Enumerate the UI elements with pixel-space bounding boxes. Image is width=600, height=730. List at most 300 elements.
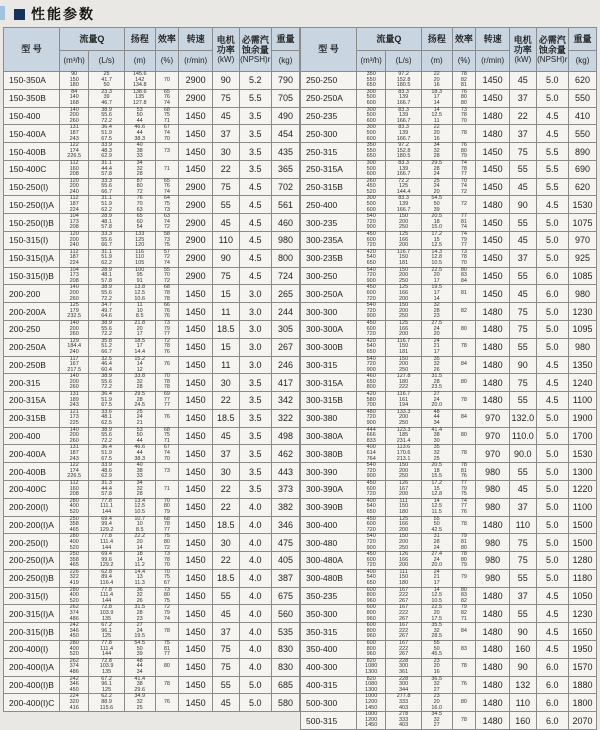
model-cell: 200-315 bbox=[4, 374, 60, 392]
weight-cell: 890 bbox=[568, 143, 596, 161]
col-weight: 重量 bbox=[271, 28, 299, 51]
model-cell: 150-250(I)A bbox=[4, 196, 60, 214]
eff-cell: 76 80 80 bbox=[452, 89, 476, 107]
flow-ls-cell: 277.8 333 403 bbox=[386, 694, 421, 712]
flow-ls-cell: 31.1 51.9 62.2 bbox=[89, 249, 124, 267]
power-cell: 90 bbox=[510, 356, 537, 374]
eff-cell: 78 82 81 bbox=[452, 72, 476, 90]
power-cell: 75 bbox=[510, 374, 537, 392]
table-row bbox=[301, 427, 597, 445]
model-cell: 300-235A bbox=[301, 232, 357, 250]
flow-m3h-cell: 540 720 900 bbox=[356, 534, 385, 552]
speed-cell: 1450 bbox=[179, 445, 213, 463]
flow-ls-cell: 83.3 139 166.7 bbox=[386, 107, 421, 125]
section-bullet-icon bbox=[14, 9, 25, 20]
power-cell: 45 bbox=[213, 694, 240, 712]
power-cell: 45 bbox=[510, 178, 537, 196]
weight-cell: 322 bbox=[271, 409, 299, 427]
col-power-unit: (kW) bbox=[217, 55, 235, 65]
head-cell: 46.6 44 38.3 bbox=[124, 125, 155, 143]
speed-cell: 1480 bbox=[476, 516, 510, 534]
table-row bbox=[4, 267, 300, 285]
table-row bbox=[301, 587, 597, 605]
npsh-cell: 4.5 bbox=[536, 605, 568, 623]
weight-cell: 498 bbox=[271, 427, 299, 445]
flow-m3h-cell: 131 189 243 bbox=[59, 392, 88, 410]
head-cell: 27.5 24 20 bbox=[421, 320, 452, 338]
npsh-cell: 4.5 bbox=[239, 267, 271, 285]
flow-m3h-cell: 540 720 900 bbox=[356, 463, 385, 481]
power-cell: 37 bbox=[213, 623, 240, 641]
head-cell: 11 10 8.5 bbox=[124, 303, 155, 321]
eff-cell: 80 83 84 bbox=[452, 267, 476, 285]
model-cell: 300-235B bbox=[301, 249, 357, 267]
weight-cell: 1350 bbox=[568, 356, 596, 374]
eff-cell: 75 80 72 bbox=[155, 534, 179, 552]
speed-cell: 1450 bbox=[476, 267, 510, 285]
npsh-cell: 3.0 bbox=[239, 303, 271, 321]
power-cell: 90 bbox=[510, 623, 537, 641]
flow-m3h-cell: 350 550 650 bbox=[356, 72, 385, 90]
power-cell: 37 bbox=[213, 125, 240, 143]
npsh-cell: 4.5 bbox=[239, 196, 271, 214]
speed-cell: 970 bbox=[476, 445, 510, 463]
flow-ls-cell: 111 150 180 bbox=[386, 569, 421, 587]
head-cell: 31.5 28 23.5 bbox=[421, 374, 452, 392]
tables-container bbox=[3, 27, 597, 729]
table-row bbox=[4, 605, 300, 623]
flow-m3h-cell: 112 160 208 bbox=[59, 160, 88, 178]
eff-cell: 58 73 75 bbox=[155, 232, 179, 250]
model-cell: 200-400(I)B bbox=[4, 676, 60, 694]
power-cell: 30 bbox=[213, 534, 240, 552]
head-cell: 27 24 19.5 bbox=[124, 623, 155, 641]
table-row bbox=[301, 534, 597, 552]
col-npsh-label: 必需汽蚀余量 bbox=[538, 34, 566, 55]
flow-ls-cell: 36.4 51.9 67.5 bbox=[89, 392, 124, 410]
flow-m3h-cell: 226 322 419 bbox=[59, 569, 88, 587]
power-cell: 18.5 bbox=[213, 569, 240, 587]
head-cell: 36.5 32 27 bbox=[421, 676, 452, 694]
model-cell: 200-250B bbox=[4, 356, 60, 374]
eff-cell: 64 75 73 bbox=[155, 196, 179, 214]
table-row bbox=[4, 320, 300, 338]
speed-cell: 1480 bbox=[476, 303, 510, 321]
table-row bbox=[4, 552, 300, 570]
flow-ls-cell: 77.8 111.1 144 bbox=[89, 498, 124, 516]
npsh-cell: 4.5 bbox=[536, 641, 568, 659]
power-cell: 55 bbox=[510, 267, 537, 285]
eff-cell: 74 79 77 bbox=[452, 232, 476, 250]
npsh-cell: 6.0 bbox=[536, 658, 568, 676]
head-cell: 53 50 44 bbox=[124, 427, 155, 445]
table-body-right bbox=[301, 72, 597, 730]
col-npsh-label: 必需汽蚀余量 bbox=[241, 34, 269, 55]
power-cell: 55 bbox=[510, 214, 537, 232]
weight-cell: 1950 bbox=[568, 641, 596, 659]
npsh-cell: 4.5 bbox=[536, 374, 568, 392]
col-npsh-unit: (NPSH)r bbox=[537, 55, 568, 65]
eff-cell: 78 bbox=[452, 658, 476, 676]
speed-cell: 1450 bbox=[179, 516, 213, 534]
table-row bbox=[4, 480, 300, 498]
npsh-cell: 4.0 bbox=[239, 516, 271, 534]
speed-cell: 2900 bbox=[179, 178, 213, 196]
head-cell: 22.5 20 17.5 bbox=[421, 605, 452, 623]
flow-m3h-cell: 104 173 208 bbox=[59, 214, 88, 232]
power-cell: 37 bbox=[510, 249, 537, 267]
eff-cell: 72 79 74 bbox=[155, 605, 179, 623]
col-eff-unit: (%) bbox=[155, 51, 179, 72]
table-row bbox=[301, 516, 597, 534]
eff-cell: 65 76 74 bbox=[155, 178, 179, 196]
eff-cell: 81 bbox=[452, 285, 476, 303]
model-cell: 150-250(I)B bbox=[4, 214, 60, 232]
npsh-cell: 4.0 bbox=[239, 658, 271, 676]
speed-cell: 1480 bbox=[476, 107, 510, 125]
table-row bbox=[301, 320, 597, 338]
flow-m3h-cell: 300 500 600 bbox=[356, 196, 385, 214]
table-row bbox=[301, 125, 597, 143]
power-cell: 75 bbox=[510, 534, 537, 552]
flow-m3h-cell: 300 500 600 bbox=[356, 89, 385, 107]
col-power-label: 电机功率 bbox=[513, 34, 532, 55]
speed-cell: 1450 bbox=[179, 641, 213, 659]
speed-cell: 1450 bbox=[179, 587, 213, 605]
npsh-cell: 4.5 bbox=[536, 623, 568, 641]
head-cell: 53 50 44 bbox=[124, 107, 155, 125]
table-row bbox=[301, 338, 597, 356]
page-edge-accent bbox=[0, 6, 5, 20]
head-cell: 40 38 33 bbox=[124, 463, 155, 481]
weight-cell: 705 bbox=[271, 89, 299, 107]
power-cell: 55 bbox=[510, 392, 537, 410]
flow-ls-cell: 126 166 200 bbox=[386, 552, 421, 570]
flow-m3h-cell: 224 320 416 bbox=[59, 694, 88, 712]
weight-cell: 417 bbox=[271, 374, 299, 392]
flow-ls-cell: 72.8 103.9 135 bbox=[89, 605, 124, 623]
head-cell: 35 32 25 bbox=[421, 445, 452, 463]
speed-cell: 1480 bbox=[476, 125, 510, 143]
weight-cell: 620 bbox=[568, 72, 596, 90]
flow-ls-cell: 36.4 51.9 67.5 bbox=[89, 125, 124, 143]
model-cell: 200-250(I) bbox=[4, 534, 60, 552]
weight-cell: 305 bbox=[271, 320, 299, 338]
model-cell: 300-380A bbox=[301, 427, 357, 445]
power-cell: 75 bbox=[510, 303, 537, 321]
npsh-cell: 5.0 bbox=[536, 445, 568, 463]
model-cell: 300-480 bbox=[301, 534, 357, 552]
npsh-cell: 5.0 bbox=[536, 214, 568, 232]
eff-cell: 70 80 79 bbox=[155, 498, 179, 516]
npsh-cell: 5.0 bbox=[536, 409, 568, 427]
table-body-left bbox=[4, 72, 300, 712]
flow-ls-cell: 150 200 250 bbox=[386, 267, 421, 285]
weight-cell: 475 bbox=[271, 534, 299, 552]
flow-ls-cell: 228 300 361 bbox=[386, 658, 421, 676]
model-cell: 150-315(I)B bbox=[4, 267, 60, 285]
flow-m3h-cell: 600 800 960 bbox=[356, 605, 385, 623]
flow-ls-cell: 111 150 180 bbox=[386, 498, 421, 516]
weight-cell: 1500 bbox=[568, 516, 596, 534]
model-cell: 200-250(I)B bbox=[4, 569, 60, 587]
flow-m3h-cell: 420 580 700 bbox=[356, 392, 385, 410]
flow-m3h-cell: 300 500 600 bbox=[356, 125, 385, 143]
weight-cell: 980 bbox=[568, 285, 596, 303]
table-row bbox=[4, 196, 300, 214]
head-cell: 25 24 20 bbox=[421, 178, 452, 196]
eff-cell: 84 bbox=[452, 623, 476, 641]
table-row bbox=[301, 232, 597, 250]
speed-cell: 980 bbox=[476, 463, 510, 481]
eff-cell: 78 bbox=[452, 712, 476, 730]
weight-cell: 620 bbox=[568, 178, 596, 196]
head-cell: 41.4 38 29.6 bbox=[124, 676, 155, 694]
model-cell: 350-300 bbox=[301, 605, 357, 623]
table-row bbox=[301, 623, 597, 641]
head-cell: 48 44 34 bbox=[421, 409, 452, 427]
power-cell: 22 bbox=[213, 160, 240, 178]
eff-cell: 84 bbox=[452, 356, 476, 374]
npsh-cell: 4.0 bbox=[239, 569, 271, 587]
model-cell: 200-315A bbox=[4, 392, 60, 410]
eff-cell: 70 75 67 bbox=[155, 569, 179, 587]
weight-cell: 800 bbox=[271, 249, 299, 267]
npsh-cell: 6.0 bbox=[536, 267, 568, 285]
eff-cell: 80 bbox=[155, 658, 179, 676]
speed-cell: 1450 bbox=[476, 178, 510, 196]
npsh-cell: 5.0 bbox=[536, 516, 568, 534]
weight-cell: 267 bbox=[271, 338, 299, 356]
npsh-cell: 5.0 bbox=[536, 338, 568, 356]
flow-ls-cell: 97.2 152.8 180.5 bbox=[386, 143, 421, 161]
weight-cell: 1050 bbox=[568, 587, 596, 605]
npsh-cell: 5.0 bbox=[536, 249, 568, 267]
weight-cell: 1230 bbox=[568, 303, 596, 321]
table-row bbox=[4, 374, 300, 392]
power-cell: 55 bbox=[213, 676, 240, 694]
flow-m3h-cell: 1000 1200 1450 bbox=[356, 712, 385, 730]
power-cell: 45 bbox=[510, 72, 537, 90]
npsh-cell: 6.0 bbox=[536, 285, 568, 303]
model-cell: 200-400(I) bbox=[4, 641, 60, 659]
power-cell: 90 bbox=[213, 249, 240, 267]
col-flow-ls: (L/s) bbox=[89, 51, 124, 72]
npsh-cell: 6.0 bbox=[536, 676, 568, 694]
weight-cell: 244 bbox=[271, 303, 299, 321]
weight-cell: 724 bbox=[271, 267, 299, 285]
npsh-cell: 4.0 bbox=[239, 498, 271, 516]
power-cell: 18.5 bbox=[213, 516, 240, 534]
weight-cell: 675 bbox=[271, 587, 299, 605]
power-cell: 37 bbox=[510, 89, 537, 107]
speed-cell: 1450 bbox=[179, 409, 213, 427]
model-cell: 300-390 bbox=[301, 463, 357, 481]
npsh-cell: 4.5 bbox=[536, 356, 568, 374]
head-cell: 27 24 20.0 bbox=[421, 392, 452, 410]
power-cell: 110.0 bbox=[510, 427, 537, 445]
model-cell: 150-400B bbox=[4, 143, 60, 161]
weight-cell: 535 bbox=[271, 623, 299, 641]
weight-cell: 1880 bbox=[568, 676, 596, 694]
power-cell: 15 bbox=[213, 285, 240, 303]
speed-cell: 1480 bbox=[476, 605, 510, 623]
weight-cell: 1800 bbox=[568, 694, 596, 712]
col-model: 型 号 bbox=[301, 28, 357, 72]
model-cell: 200-315(I)A bbox=[4, 605, 60, 623]
eff-cell: 78 bbox=[452, 338, 476, 356]
speed-cell: 2900 bbox=[179, 89, 213, 107]
model-cell: 250-400 bbox=[301, 196, 357, 214]
head-cell: 14.4 13 11.3 bbox=[124, 569, 155, 587]
eff-cell: 80 bbox=[452, 374, 476, 392]
npsh-cell: 4.5 bbox=[536, 392, 568, 410]
eff-cell: 84 bbox=[452, 409, 476, 427]
eff-cell: 73 79 77 bbox=[155, 320, 179, 338]
model-cell: 200-200 bbox=[4, 285, 60, 303]
eff-cell: 77 79 75 bbox=[452, 480, 476, 498]
power-cell: 132.0 bbox=[510, 409, 537, 427]
flow-ls-cell: 32.5 46.4 60.4 bbox=[89, 356, 124, 374]
power-cell: 90 bbox=[213, 72, 240, 90]
head-cell: 18.3 17 14 bbox=[421, 89, 452, 107]
power-cell: 110 bbox=[510, 516, 537, 534]
flow-ls-cell: 25 41.7 50 bbox=[89, 72, 124, 90]
speed-cell: 1450 bbox=[179, 125, 213, 143]
head-cell: 133 125 120 bbox=[124, 232, 155, 250]
speed-cell: 2900 bbox=[179, 232, 213, 250]
power-cell: 18.5 bbox=[213, 409, 240, 427]
weight-cell: 550 bbox=[568, 89, 596, 107]
npsh-cell: 3.5 bbox=[239, 160, 271, 178]
head-cell: 13.4 12.5 10.5 bbox=[124, 498, 155, 516]
model-cell: 200-200A bbox=[4, 303, 60, 321]
flow-ls-cell: 38.9 55.6 72.2 bbox=[89, 320, 124, 338]
eff-cell: 78 bbox=[452, 392, 476, 410]
flow-m3h-cell: 400 540 650 bbox=[356, 569, 385, 587]
model-cell: 200-315(I)B bbox=[4, 623, 60, 641]
table-row bbox=[4, 516, 300, 534]
speed-cell: 1450 bbox=[179, 552, 213, 570]
weight-cell: 925 bbox=[568, 249, 596, 267]
weight-cell: 1240 bbox=[568, 374, 596, 392]
model-cell: 200-200(I) bbox=[4, 498, 60, 516]
col-flow-ls: (L/s) bbox=[386, 51, 421, 72]
speed-cell: 2900 bbox=[179, 72, 213, 90]
flow-m3h-cell: 400 614 764 bbox=[356, 445, 385, 463]
flow-m3h-cell: 242 346 450 bbox=[59, 623, 88, 641]
npsh-cell: 5.0 bbox=[536, 480, 568, 498]
head-cell: 55 50 42.5 bbox=[421, 516, 452, 534]
speed-cell: 2900 bbox=[179, 249, 213, 267]
npsh-cell: 4.5 bbox=[239, 232, 271, 250]
speed-cell: 1480 bbox=[476, 712, 510, 730]
flow-ls-cell: 38.9 55.6 72.2 bbox=[89, 427, 124, 445]
flow-m3h-cell: 820 1080 1300 bbox=[356, 658, 385, 676]
speed-cell: 1450 bbox=[179, 320, 213, 338]
model-cell: 200-250(I)A bbox=[4, 552, 60, 570]
weight-cell: 1530 bbox=[568, 196, 596, 214]
table-row bbox=[4, 427, 300, 445]
speed-cell: 1450 bbox=[476, 89, 510, 107]
flow-m3h-cell: 280 400 520 bbox=[59, 641, 88, 659]
eff-cell: 75 81 77 bbox=[155, 641, 179, 659]
eff-cell: 79 bbox=[452, 569, 476, 587]
eff-cell: 77 81 74 bbox=[452, 214, 476, 232]
weight-cell: 1300 bbox=[568, 463, 596, 481]
table-row bbox=[301, 712, 597, 730]
head-cell: 14.3 12.8 10.5 bbox=[421, 249, 452, 267]
weight-cell: 382 bbox=[271, 498, 299, 516]
eff-cell: 70 74 72 bbox=[452, 178, 476, 196]
speed-cell: 1480 bbox=[476, 658, 510, 676]
flow-m3h-cell: 600 800 960 bbox=[356, 641, 385, 659]
head-cell: 22 20 16 bbox=[421, 72, 452, 90]
weight-cell: 1900 bbox=[568, 409, 596, 427]
flow-m3h-cell: 140 200 260 bbox=[59, 285, 88, 303]
speed-cell: 1450 bbox=[179, 480, 213, 498]
weight-cell: 830 bbox=[271, 641, 299, 659]
eff-cell: 68 75 71 bbox=[155, 427, 179, 445]
table-row bbox=[4, 445, 300, 463]
weight-cell: 460 bbox=[271, 214, 299, 232]
npsh-cell: 3.0 bbox=[239, 320, 271, 338]
flow-m3h-cell: 300 500 600 bbox=[356, 160, 385, 178]
table-row bbox=[301, 72, 597, 90]
speed-cell: 1450 bbox=[179, 463, 213, 481]
flow-m3h-cell: 420 540 650 bbox=[356, 338, 385, 356]
npsh-cell: 3.5 bbox=[239, 427, 271, 445]
npsh-cell: 4.0 bbox=[239, 623, 271, 641]
flow-ls-cell: 77.8 111.4 144 bbox=[89, 641, 124, 659]
flow-m3h-cell: 820 1080 1300 bbox=[356, 676, 385, 694]
table-row bbox=[4, 694, 300, 712]
table-row bbox=[301, 160, 597, 178]
model-cell: 300-315 bbox=[301, 356, 357, 374]
npsh-cell: 5.0 bbox=[536, 72, 568, 90]
flow-m3h-cell: 450 600 720 bbox=[356, 552, 385, 570]
eff-cell: 68 75 71 bbox=[155, 107, 179, 125]
weight-cell: 462 bbox=[271, 445, 299, 463]
flow-m3h-cell: 540 720 900 bbox=[356, 303, 385, 321]
npsh-cell: 3.0 bbox=[239, 285, 271, 303]
weight-cell: 490 bbox=[271, 107, 299, 125]
npsh-cell: 5.0 bbox=[536, 534, 568, 552]
speed-cell: 1450 bbox=[179, 356, 213, 374]
weight-cell: 1280 bbox=[568, 552, 596, 570]
flow-m3h-cell: 260 450 520 bbox=[356, 178, 385, 196]
weight-cell: 1100 bbox=[568, 498, 596, 516]
npsh-cell: 5.0 bbox=[536, 232, 568, 250]
eff-cell: 78 81 76 bbox=[452, 463, 476, 481]
power-cell: 37 bbox=[213, 445, 240, 463]
model-cell: 150-315(I)A bbox=[4, 249, 60, 267]
head-cell: 46.6 44 38.3 bbox=[124, 445, 155, 463]
speed-cell: 1480 bbox=[476, 694, 510, 712]
head-cell: 19.5 17 14 bbox=[421, 285, 452, 303]
model-cell: 400-315 bbox=[301, 676, 357, 694]
model-cell: 150-350A bbox=[4, 72, 60, 90]
model-cell: 250-315A bbox=[301, 160, 357, 178]
model-cell: 300-235 bbox=[301, 214, 357, 232]
flow-m3h-cell: 280 400 520 bbox=[59, 498, 88, 516]
flow-m3h-cell: 262 374 486 bbox=[59, 605, 88, 623]
head-cell: 24 21 17 bbox=[421, 338, 452, 356]
head-cell: 100 95 91 bbox=[124, 267, 155, 285]
weight-cell: 1230 bbox=[568, 605, 596, 623]
power-cell: 132 bbox=[510, 676, 537, 694]
eff-cell: 78 80 79 bbox=[452, 552, 476, 570]
